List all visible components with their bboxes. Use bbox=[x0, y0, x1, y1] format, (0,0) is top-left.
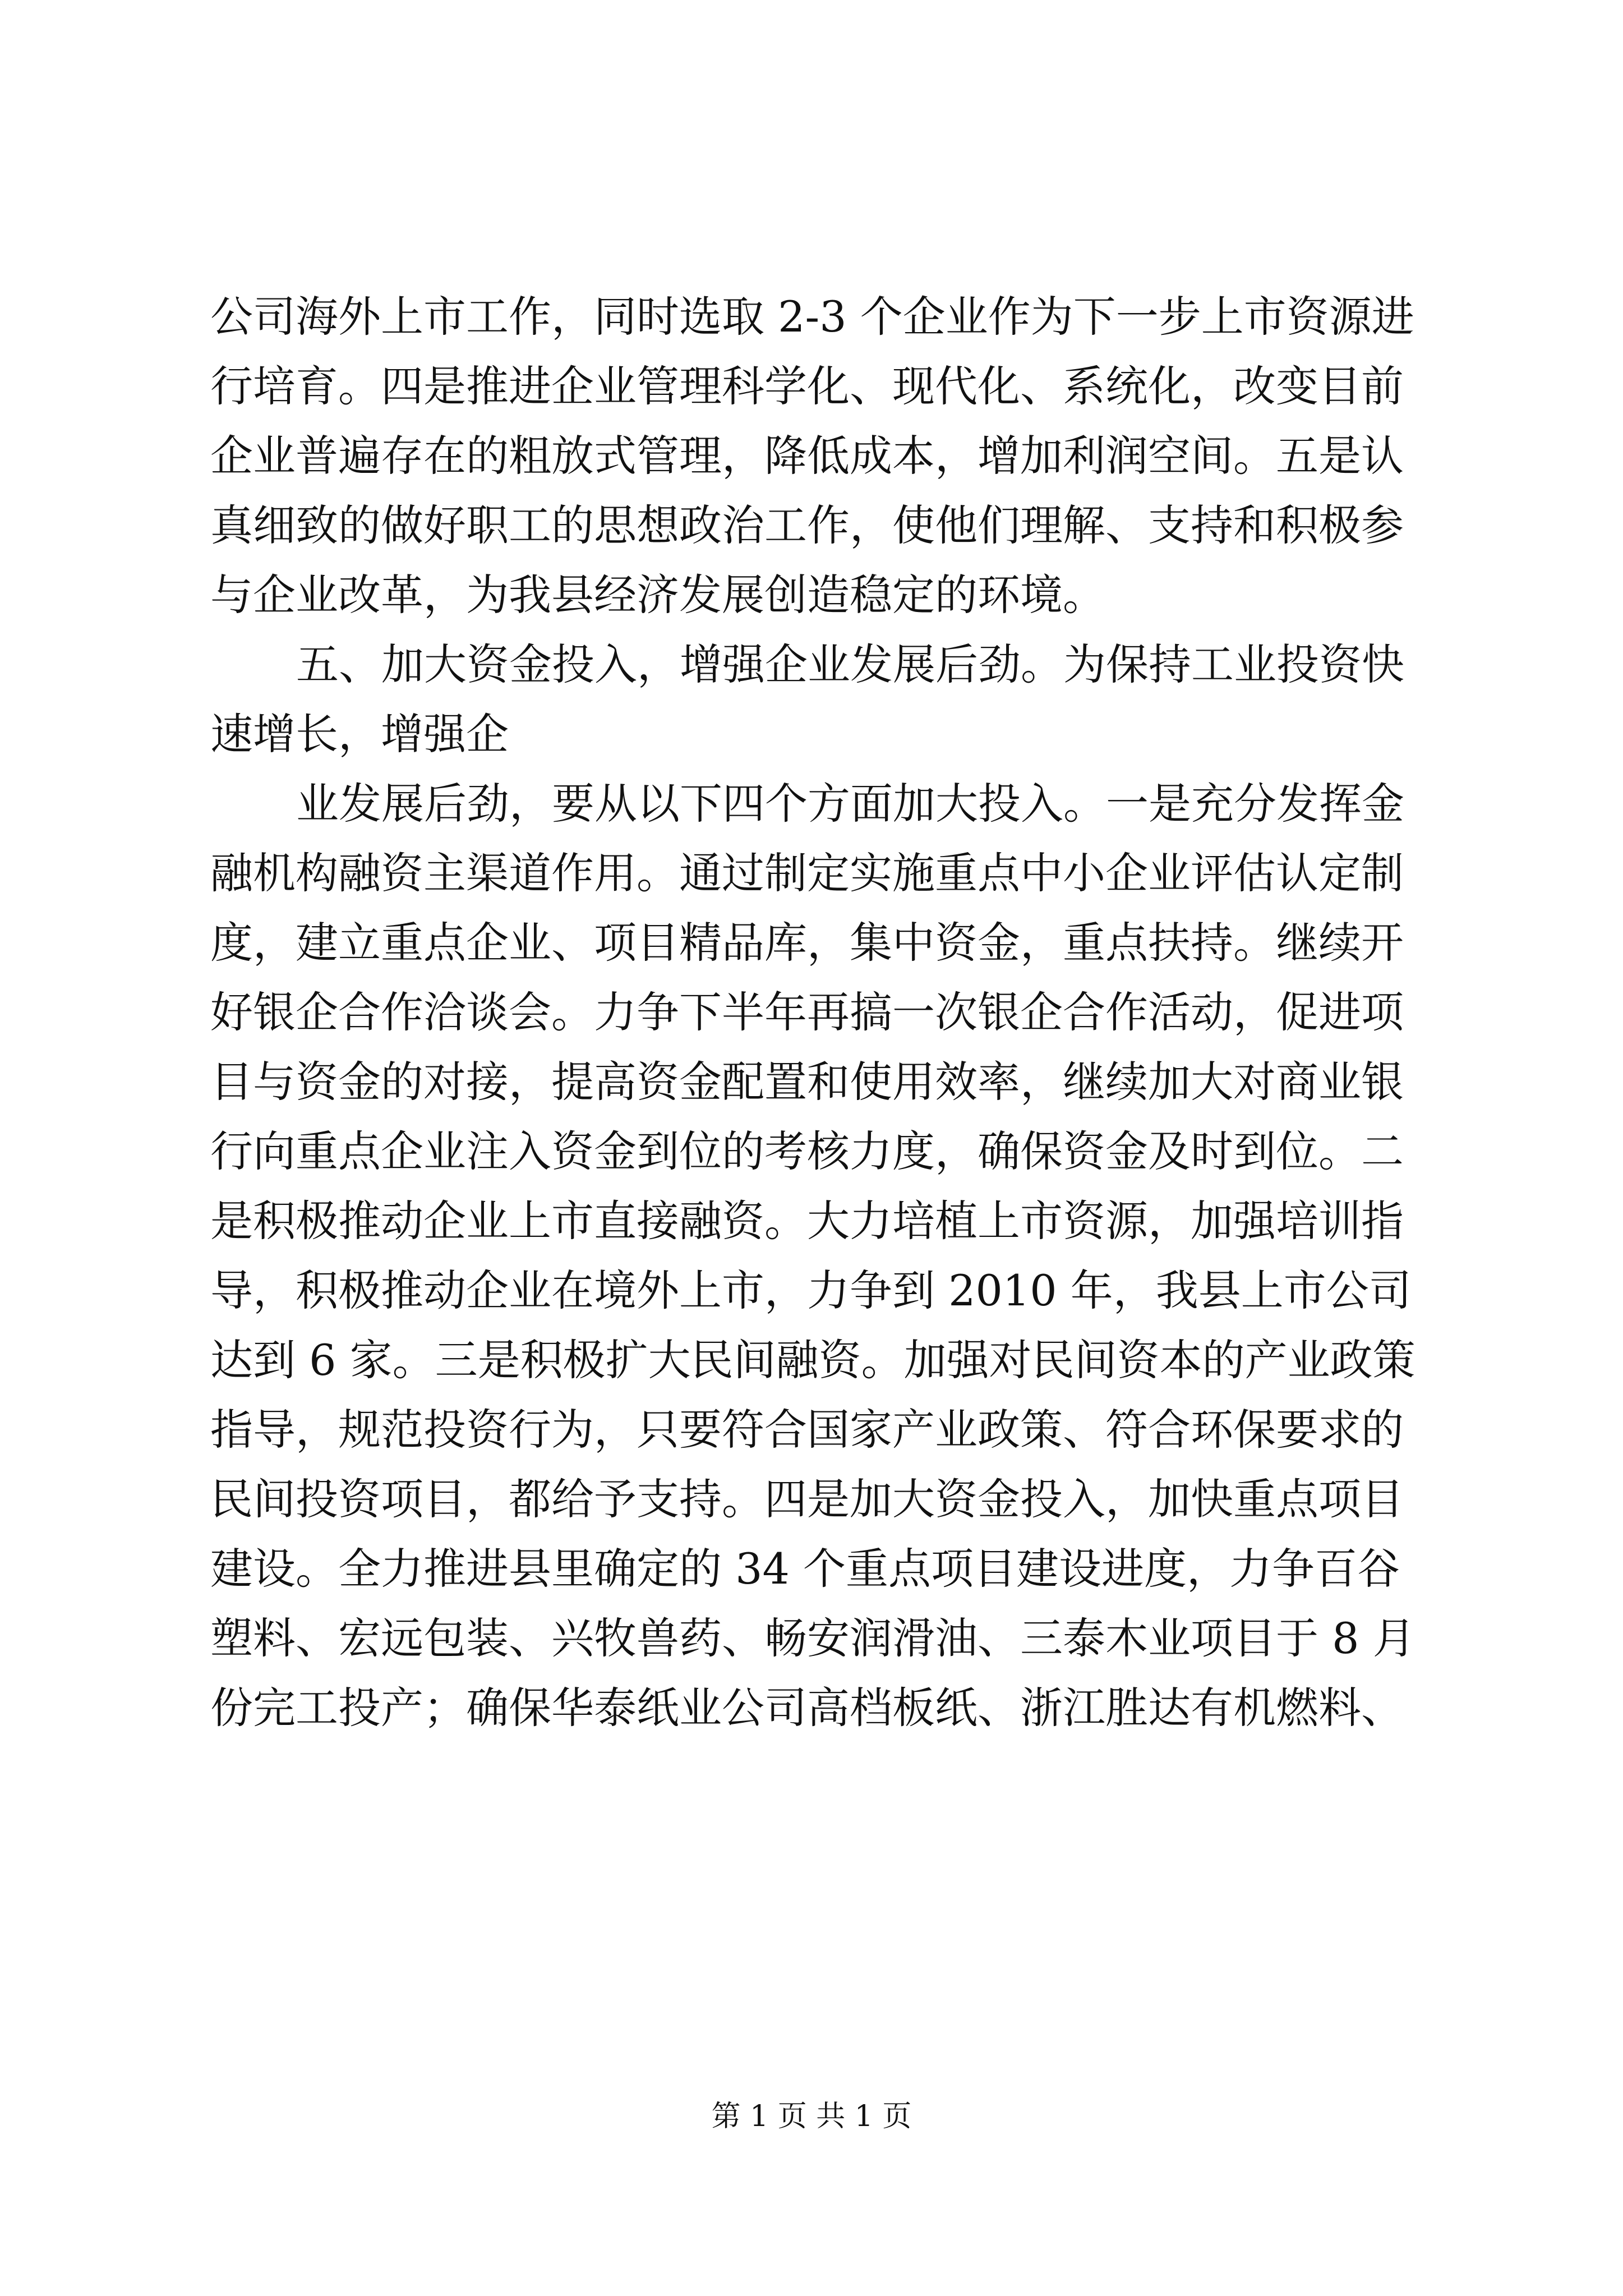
page-footer: 第 1 页 共 1 页 bbox=[711, 2100, 912, 2133]
text-line-17: 指导，规范投资行为，只要符合国家产业政策、符合环保要求的 bbox=[210, 1405, 1404, 1455]
text-line-9: 融机构融资主渠道作用。通过制定实施重点中小企业评估认定制 bbox=[210, 848, 1404, 898]
section-heading-line: 五、加大资金投入，增强企业发展后劲。为保持工业投资快 bbox=[296, 639, 1404, 689]
text-line-14: 是积极推动企业上市直接融资。大力培植上市资源，加强培训指 bbox=[210, 1196, 1404, 1246]
text-line-5: 与企业改革，为我县经济发展创造稳定的环境。 bbox=[210, 570, 1105, 620]
text-line-2: 行培育。四是推进企业管理科学化、现代化、系统化，改变目前 bbox=[210, 361, 1404, 411]
text-line-18: 民间投资项目，都给予支持。四是加大资金投入，加快重点项目 bbox=[210, 1474, 1404, 1524]
paragraph-start-line: 业发展后劲，要从以下四个方面加大投入。一是充分发挥金 bbox=[296, 779, 1404, 829]
text-line-10: 度，建立重点企业、项目精品库，集中资金，重点扶持。继续开 bbox=[210, 918, 1404, 968]
text-line-7: 速增长，增强企 bbox=[210, 709, 509, 759]
text-line-4: 真细致的做好职工的思想政治工作，使他们理解、支持和积极参 bbox=[210, 500, 1404, 550]
text-line-3: 企业普遍存在的粗放式管理，降低成本，增加利润空间。五是认 bbox=[210, 431, 1404, 481]
text-line-12: 目与资金的对接，提高资金配置和使用效率，继续加大对商业银 bbox=[210, 1057, 1404, 1107]
text-line-21: 份完工投产；确保华泰纸业公司高档板纸、浙江胜达有机燃料、 bbox=[210, 1683, 1404, 1733]
text-line-11: 好银企合作洽谈会。力争下半年再搞一次银企合作活动，促进项 bbox=[210, 987, 1404, 1037]
text-line-20: 塑料、宏远包装、兴牧兽药、畅安润滑油、三泰木业项目于 8 月 bbox=[210, 1613, 1415, 1663]
text-line-16: 达到 6 家。三是积极扩大民间融资。加强对民间资本的产业政策 bbox=[210, 1335, 1415, 1385]
text-line-13: 行向重点企业注入资金到位的考核力度，确保资金及时到位。二 bbox=[210, 1126, 1404, 1176]
text-line-1: 公司海外上市工作，同时选取 2-3 个企业作为下一步上市资源进 bbox=[210, 292, 1414, 342]
text-line-19: 建设。全力推进县里确定的 34 个重点项目建设进度，力争百谷 bbox=[210, 1544, 1400, 1594]
text-line-15: 导，积极推动企业在境外上市，力争到 2010 年，我县上市公司 bbox=[210, 1266, 1412, 1315]
